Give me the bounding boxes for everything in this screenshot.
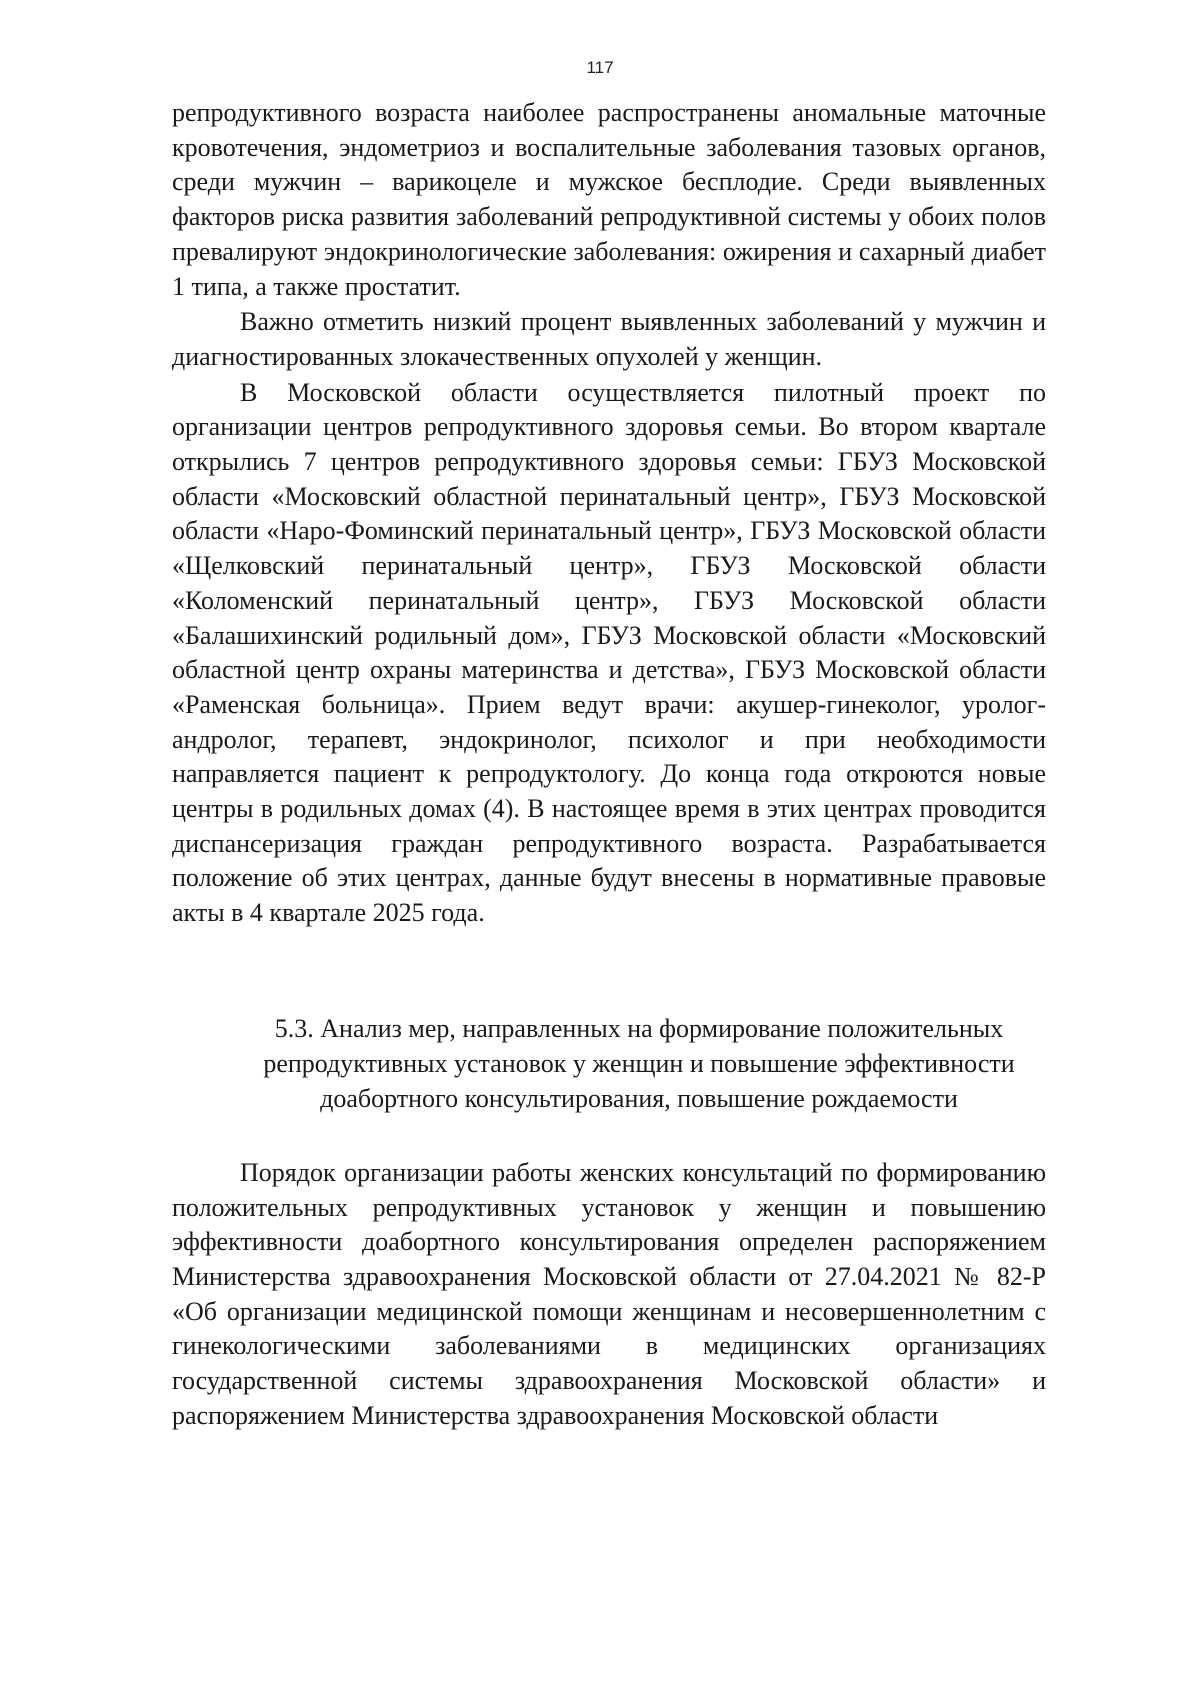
paragraph-low-detection: Важно отметить низкий процент выявленных заболеваний у мужчин и диагностированных злокачественных опухолей у женщин. xyxy=(172,307,1046,371)
paragraph-pilot-project: В Московской области осуществляется пилотный проект по организации центров репродуктивного здоровья семьи. Во втором квартале открылись 7 центров репродуктивного здоровья семьи: ГБУЗ Московской области «Московский областной перинатальный центр», ГБУЗ Московской области «Наро-Фоминский перинатальный центр», ГБУЗ Московской области «Щелковский перинатальный центр», ГБУЗ Московской области «Коломенский перинатальный центр», ГБУЗ Московской области «Балашихинский родильный дом», ГБУЗ Московской области «Московский областной центр охраны материнства и детства», ГБУЗ Московской области «Раменская больница». Прием ведут врачи: акушер-гинеколог, уролог-андролог, терапевт, эндокринолог, психолог и при необходимости направляется пациент к репродуктологу. До конца года откроются новые центры в родильных домах (4). В настоящее время в этих центрах проводится диспансеризация граждан репродуктивного возраста. Разрабатывается положение об этих центрах, данные будут внесены в нормативные правовые акты в 4 квартале 2025 года. xyxy=(172,377,1046,928)
page-number: 117 xyxy=(586,58,614,77)
page-content xyxy=(172,96,1046,1434)
paragraph-procedure: Порядок организации работы женских консультаций по формированию положительных репродуктивных установок у женщин и повышению эффективности доабортного консультирования определен распоряжением Министерства здравоохранения Московской области от 27.04.2021 № 82-Р «Об организации медицинской помощи женщинам и несовершеннолетним с гинекологическими заболеваниями в медицинских организациях государственной системы здравоохранения Московской области» и распоряжением Министерства здравоохранения Московской области xyxy=(172,1157,1046,1430)
section-heading: 5.3. Анализ мер, направленных на формирование положительных репродуктивных установок у женщин и повышение эффективности доабортного консультирования, повышение рождаемости xyxy=(263,1013,1015,1113)
paragraph-reproductive-diseases: репродуктивного возраста наиболее распространены аномальные маточные кровотечения, эндометриоз и воспалительные заболевания тазовых органов, среди мужчин – варикоцеле и мужское бесплодие. Среди выявленных факторов риска развития заболеваний репродуктивной системы у обоих полов превалируют эндокринологические заболевания: ожирения и сахарный диабет 1 типа, а также простатит. xyxy=(172,98,1046,301)
